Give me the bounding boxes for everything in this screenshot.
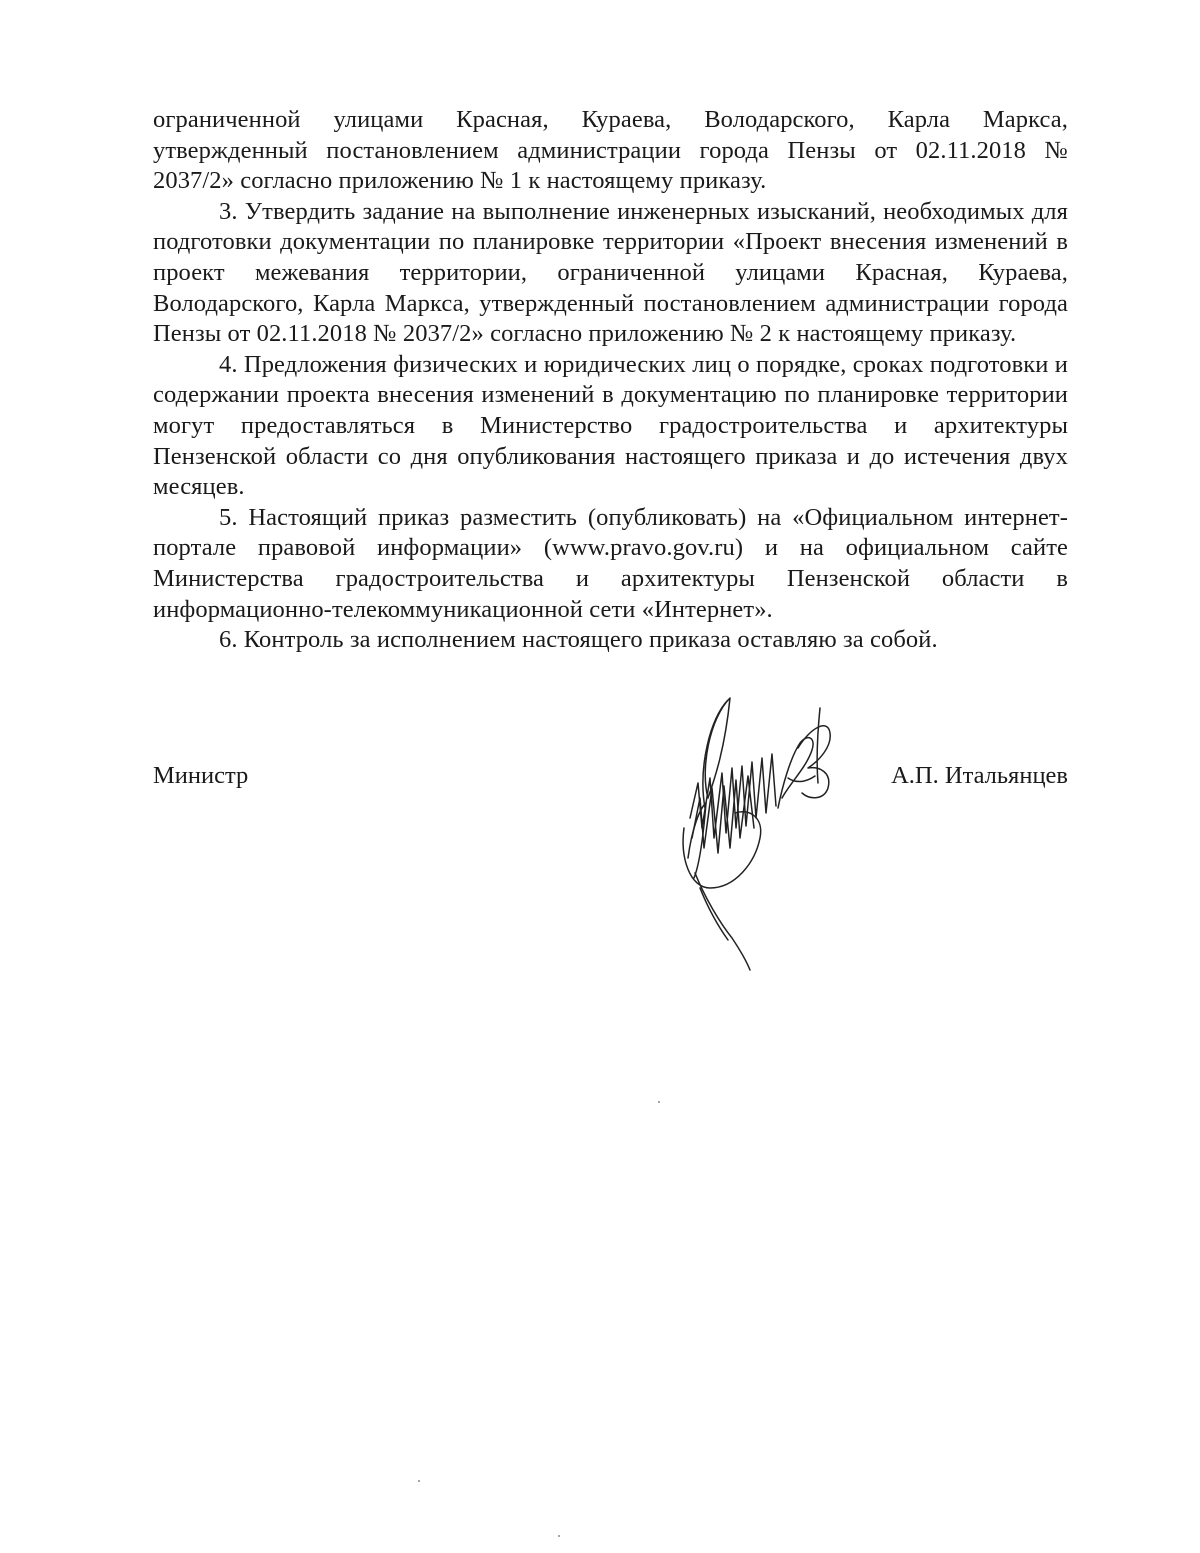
scan-speck [658,1101,660,1103]
document-body [153,105,1068,656]
scan-speck [418,1480,420,1482]
paragraph-item-4: 4. Предложения физических и юридических лиц о порядке, сроках подготовки и содержании проекта внесения изменений в документацию по планировке территории могут предоставляться в Министерство градостроительства и архитектуры Пензенской области со дня опубликования настоящего приказа и до истечения двух месяцев. [153,350,1068,501]
paragraph-continuation: ограниченной улицами Красная, Кураева, Володарского, Карла Маркса, утвержденный постановлением администрации города Пензы от 02.11.2018 № 2037/2» согласно приложению № 1 к настоящему приказу. [153,106,1068,195]
signature-icon [670,688,845,978]
scan-speck [558,1535,560,1537]
signer-title: Министр [153,762,249,789]
paragraph-item-5: 5. Настоящий приказ разместить (опубликовать) на «Официальном интернет-портале правовой информации» (www.pravo.gov.ru) и на официальном сайте Министерства градостроительства и архитектуры Пензенской области в информационно-телекоммуникационной сети «Интернет». [153,503,1068,623]
signature-block [153,762,1068,802]
signer-name: А.П. Итальянцев [891,762,1068,789]
paragraph-item-3: 3. Утвердить задание на выполнение инженерных изысканий, необходимых для подготовки документации по планировке территории «Проект внесения изменений в проект межевания территории, ограниченной улицами Красная, Кураева, Володарского, Карла Маркса, утвержденный постановлением администрации города Пензы от 02.11.2018 № 2037/2» согласно приложению № 2 к настоящему приказу. [153,197,1068,348]
paragraph-item-6: 6. Контроль за исполнением настоящего приказа оставляю за собой. [219,626,938,654]
